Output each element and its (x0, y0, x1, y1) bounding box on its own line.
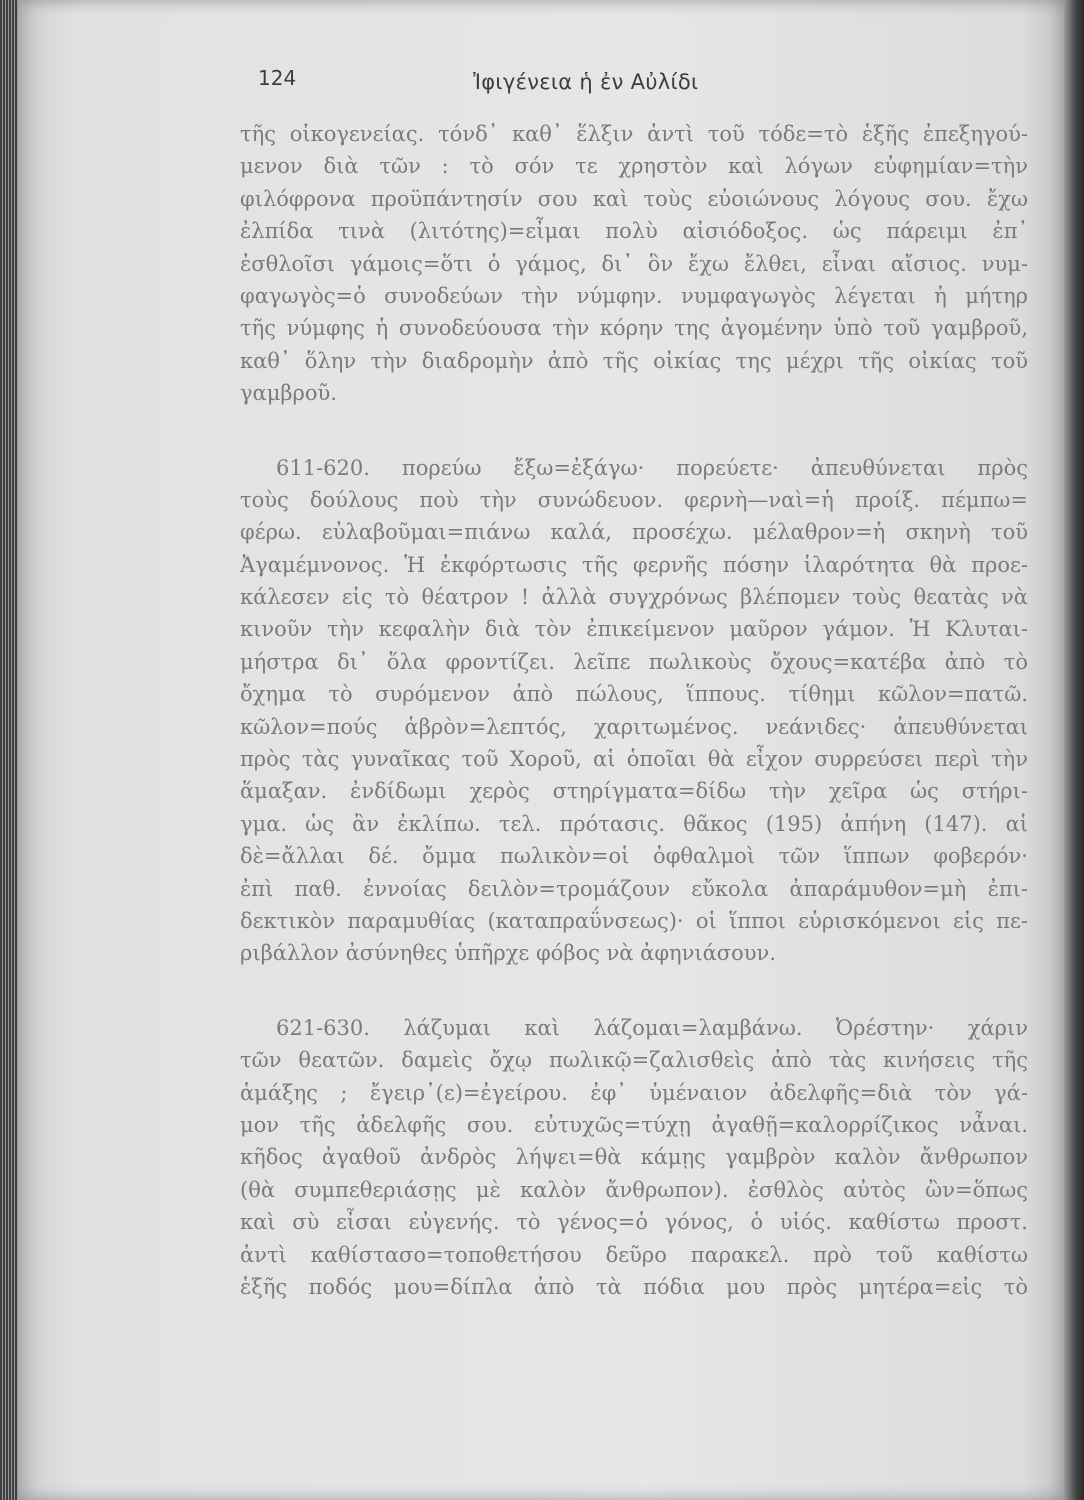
text-line: φέρω. εὐλαβοῦμαι=πιάνω καλά, προσέχω. μέλαθρον=ἡ σκηνὴ τοῦ (240, 520, 1028, 545)
text-line: ἀντὶ καθίστασο=τοποθετήσου δεῦρο παρακελ. πρὸ τοῦ καθίστω (240, 1242, 1028, 1267)
text-line: καὶ σὺ εἶσαι εὐγενής. τὸ γένος=ὁ γόνος, ὁ υἱός. καθίστω προστ. (240, 1210, 1028, 1235)
paragraph-lines-611-620 (240, 452, 1028, 970)
text-line: ἁμάξης ; ἔγειρ᾽(ε)=ἐγείρου. ἐφ᾽ ὑμέναιον ἀδελφῆς=διὰ τὸν γά- (240, 1080, 1028, 1105)
text-line: 621-630. λάζυμαι καὶ λάζομαι=λαμβάνω. Ὀρέστην· χάριν (276, 1015, 1028, 1040)
text-line: Ἀγαμέμνονος. Ἡ ἐκφόρτωσις τῆς φερνῆς πόσην ἱλαρότητα θὰ προε- (240, 552, 1028, 577)
text-line: ἐπὶ παθ. ἐννοίας δειλὸν=τρομάζουν εὔκολα ἀπαράμυθον=μὴ ἐπι- (240, 876, 1028, 901)
text-line: τῶν θεατῶν. δαμεὶς ὄχῳ πωλικῷ=ζαλισθεὶς ἀπὸ τὰς κινήσεις τῆς (240, 1048, 1028, 1073)
text-line: δεκτικὸν παραμυθίας (καταπραΰνσεως)· οἱ ἵπποι εὑρισκόμενοι εἰς πε- (240, 908, 1028, 933)
page-number: 124 (258, 66, 297, 90)
text-line: κῆδος ἀγαθοῦ ἀνδρὸς λήψει=θὰ κάμῃς γαμβρὸν καλὸν ἄνθρωπον (240, 1145, 1028, 1170)
text-line: φιλόφρονα προϋπάντησίν σου καὶ τοὺς εὐοιώνους λόγους σου. ἔχω (240, 186, 1028, 211)
text-line: (θὰ συμπεθεριάσῃς μὲ καλὸν ἄνθρωπον). ἐσθλὸς αὐτὸς ὢν=ὅπως (240, 1177, 1028, 1202)
book-stack-edge (0, 0, 18, 1500)
text-line: γμα. ὡς ἂν ἐκλίπω. τελ. πρότασις. θᾶκος (195) ἀπήνη (147). αἱ (240, 811, 1028, 836)
text-line: 611-620. πορεύω ἔξω=ἐξάγω· πορεύετε· ἀπευθύνεται πρὸς (276, 455, 1028, 480)
book-page (18, 0, 1064, 1500)
text-line: πρὸς τὰς γυναῖκας τοῦ Χοροῦ, αἱ ὁποῖαι θὰ εἶχον συρρεύσει περὶ τὴν (240, 747, 1028, 772)
text-line: καθ᾽ ὅλην τὴν διαδρομὴν ἀπὸ τῆς οἰκίας της μέχρι τῆς οἰκίας τοῦ (240, 348, 1028, 373)
text-line: γαμβροῦ. (240, 381, 337, 406)
paragraph-lines-621-630 (240, 1012, 1028, 1304)
text-line: ριβάλλον ἀσύνηθες ὑπῆρχε φόβος νὰ ἀφηνιάσουν. (240, 941, 776, 966)
text-line: φαγωγὸς=ὁ συνοδεύων τὴν νύμφην. νυμφαγωγὸς λέγεται ἡ μήτηρ (240, 283, 1028, 308)
text-line: κάλεσεν εἰς τὸ θέατρον ! ἀλλὰ συγχρόνως βλέπομεν τοὺς θεατὰς νὰ (240, 585, 1028, 610)
text-line: τοὺς δούλους ποὺ τὴν συνώδευον. φερνὴ—ναὶ=ἡ προίξ. πέμπω= (240, 487, 1028, 512)
text-line: κινοῦν τὴν κεφαλὴν διὰ τὸν ἐπικείμενον μαῦρον γάμον. Ἡ Κλυται- (240, 617, 1028, 642)
text-line: ἅμαξαν. ἐνδίδωμι χερὸς στηρίγματα=δίδω τὴν χεῖρα ὡς στήρι- (240, 779, 1028, 804)
text-line: τῆς οἰκογενείας. τόνδ᾽ καθ᾽ ἕλξιν ἀντὶ τοῦ τόδε=τὸ ἑξῆς ἐπεξηγού- (240, 122, 1028, 146)
text-line: δὲ=ἄλλαι δέ. ὄμμα πωλικὸν=οἱ ὀφθαλμοὶ τῶν ἵππων φοβερόν· (240, 844, 1028, 869)
text-line: ἐσθλοῖσι γάμοις=ὅτι ὁ γάμος, δι᾽ ὃν ἔχω ἔλθει, εἶναι αἴσιος. νυμ- (240, 251, 1028, 276)
text-line: μενον διὰ τῶν : τὸ σόν τε χρηστὸν καὶ λόγων εὐφημίαν=τὴν (240, 154, 1028, 179)
page-header (18, 64, 1064, 100)
running-title: Ἰφιγένεια ἡ ἐν Αὐλίδι (473, 70, 699, 94)
text-line: κῶλον=πούς ἁβρὸν=λεπτός, χαριτωμένος. νεάνιδες· ἀπευθύνεται (240, 714, 1028, 739)
text-line: μον τῆς ἀδελφῆς σου. εὐτυχῶς=τύχῃ ἀγαθῇ=καλορρίζικος νἆναι. (240, 1112, 1028, 1137)
text-line: ἑξῆς ποδός μου=δίπλα ἀπὸ τὰ πόδια μου πρὸς μητέρα=εἰς τὸ (240, 1274, 1028, 1299)
paragraph-commentary-intro (240, 118, 1028, 410)
commentary-body (240, 118, 1028, 1303)
book-spine-shadow (1064, 0, 1084, 1500)
text-line: ὄχημα τὸ συρόμενον ἀπὸ πώλους, ἵππους. τίθημι κῶλον=πατῶ. (240, 682, 1028, 707)
text-line: τῆς νύμφης ἡ συνοδεύουσα τὴν κόρην της ἀγομένην ὑπὸ τοῦ γαμβροῦ, (240, 316, 1028, 341)
text-line: μήστρα δι᾽ ὅλα φροντίζει. λεῖπε πωλικοὺς ὄχους=κατέβα ἀπὸ τὸ (240, 649, 1028, 674)
text-line: ἐλπίδα τινὰ (λιτότης)=εἶμαι πολὺ αἰσιόδοξος. ὡς πάρειμι ἐπ᾽ (240, 219, 1028, 244)
